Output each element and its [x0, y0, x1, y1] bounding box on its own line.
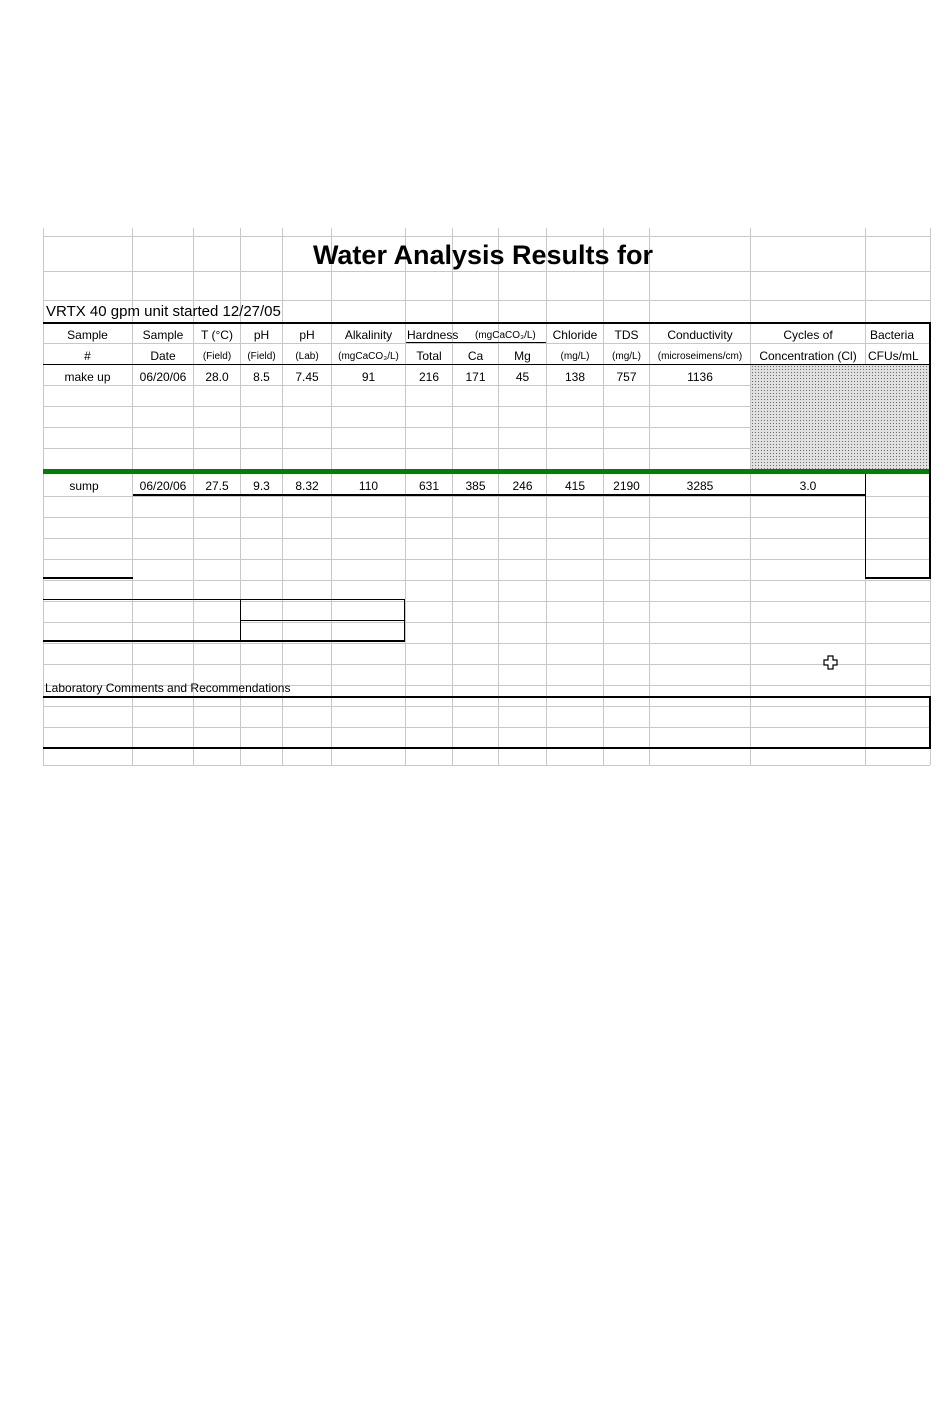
- header-concentration: Concentration (Cl): [759, 349, 857, 363]
- gridline-horizontal: [43, 622, 930, 623]
- sump-ph-lab: 8.32: [295, 479, 319, 493]
- header-conductivity: Conductivity: [667, 328, 733, 342]
- table-border: [865, 577, 931, 579]
- makeup-ph-field: 8.5: [253, 370, 270, 384]
- header-sample: Sample: [67, 328, 108, 342]
- gridline-horizontal: [43, 706, 930, 707]
- makeup-alkalinity: 91: [361, 370, 376, 384]
- gridline-horizontal: [43, 664, 930, 665]
- report-subtitle: VRTX 40 gpm unit started 12/27/05: [46, 303, 281, 320]
- header-tds-units: (mg/L): [612, 351, 641, 362]
- header-mg: Mg: [514, 349, 531, 363]
- header-bacteria: Bacteria: [869, 328, 915, 342]
- summary-box-border: [43, 640, 405, 642]
- header-lab-ph: (Lab): [295, 351, 319, 362]
- gridline-horizontal: [43, 727, 930, 728]
- header-chloride: Chloride: [552, 328, 598, 342]
- makeup-mg: 45: [515, 370, 530, 384]
- gridline-horizontal: [43, 765, 930, 766]
- gridline-horizontal: [43, 300, 930, 301]
- gridline-horizontal: [43, 343, 930, 344]
- header-ca: Ca: [467, 349, 484, 363]
- gridline-horizontal: [43, 496, 930, 497]
- sump-chloride: 415: [564, 479, 586, 493]
- makeup-sample: make up: [64, 370, 111, 384]
- makeup-ph-lab: 7.45: [295, 370, 319, 384]
- makeup-date: 06/20/06: [139, 370, 187, 384]
- header-sample-date: Sample: [142, 328, 184, 342]
- table-border: [43, 322, 931, 324]
- makeup-ca: 171: [465, 370, 486, 384]
- makeup-chloride: 138: [564, 370, 586, 384]
- comments-box-border: [43, 696, 931, 698]
- gridline-horizontal: [43, 271, 930, 272]
- comments-box-border: [929, 696, 931, 749]
- sump-temp: 27.5: [205, 479, 229, 493]
- sump-tds: 2190: [613, 479, 640, 493]
- header-cfus: CFUs/mL: [868, 349, 919, 363]
- summary-box-border: [43, 599, 405, 600]
- section-divider: [43, 469, 931, 474]
- gridline-horizontal: [43, 580, 930, 581]
- makeup-hardness-total: 216: [418, 370, 440, 384]
- header-date: Date: [150, 349, 176, 363]
- sump-sample: sump: [69, 479, 99, 493]
- gridline-horizontal: [43, 538, 930, 539]
- gridline-horizontal: [43, 517, 930, 518]
- sump-conductivity: 3285: [686, 479, 714, 493]
- sump-ca: 385: [465, 479, 486, 493]
- header-field-ph: (Field): [247, 351, 276, 362]
- table-border: [406, 342, 546, 343]
- header-chloride-units: (mg/L): [560, 351, 590, 362]
- table-border: [865, 474, 866, 578]
- header-ph-field: pH: [253, 328, 270, 342]
- crosshair-cursor-icon: [823, 655, 838, 670]
- report-title: Water Analysis Results for: [312, 240, 654, 270]
- summary-box-border: [240, 599, 241, 641]
- sump-ph-field: 9.3: [253, 479, 270, 493]
- header-conductivity-units: (microseimens/cm): [657, 351, 743, 362]
- header-hardness-units: (mgCaCO₃/L): [475, 330, 536, 341]
- comments-box-border: [43, 747, 931, 749]
- makeup-temp: 28.0: [205, 370, 229, 384]
- header-temperature: T (°C): [201, 328, 233, 342]
- sump-date: 06/20/06: [139, 479, 187, 493]
- gridline-horizontal: [43, 559, 930, 560]
- table-border: [133, 494, 865, 496]
- header-total: Total: [416, 349, 442, 363]
- header-ph-lab: pH: [299, 328, 315, 342]
- table-border: [43, 577, 133, 579]
- header-cycles-of: Cycles of: [783, 328, 833, 342]
- gridline-horizontal: [43, 643, 930, 644]
- sump-hardness-total: 631: [418, 479, 440, 493]
- gridline-horizontal: [43, 601, 930, 602]
- header-alkalinity-units: (mgCaCO₃/L): [338, 351, 399, 362]
- header-alkalinity: Alkalinity: [344, 328, 393, 342]
- summary-box-border: [240, 620, 405, 621]
- summary-box-border: [404, 599, 405, 641]
- table-border: [929, 474, 931, 579]
- sump-alkalinity: 110: [358, 479, 379, 493]
- makeup-conductivity: 1136: [687, 370, 713, 384]
- header-field-temp: (Field): [202, 351, 232, 362]
- sump-cycles: 3.0: [799, 479, 817, 493]
- sump-mg: 246: [512, 479, 533, 493]
- header-tds: TDS: [614, 328, 639, 342]
- shaded-block: [751, 365, 929, 469]
- comments-label: Laboratory Comments and Recommendations: [45, 681, 291, 695]
- table-border: [43, 364, 931, 365]
- table-border: [929, 322, 931, 474]
- gridline-horizontal: [43, 236, 930, 237]
- header-sample-number: #: [84, 349, 91, 363]
- header-hardness: Hardness: [407, 328, 459, 342]
- makeup-tds: 757: [616, 370, 637, 384]
